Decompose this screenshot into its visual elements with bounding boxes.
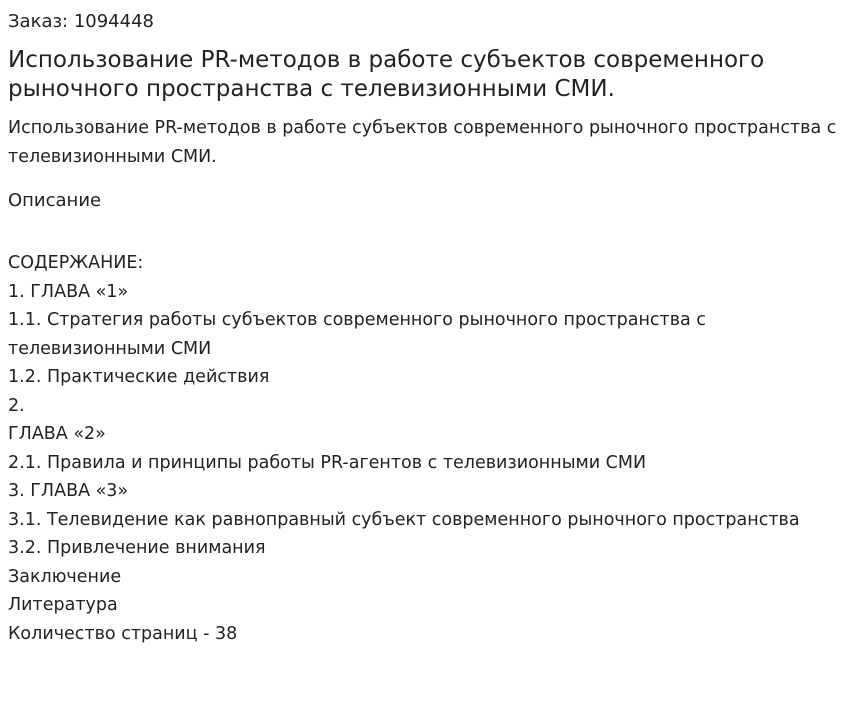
- toc-item: 2.: [8, 395, 25, 416]
- page-subtitle: Использование PR-методов в работе субъектов современного рыночного пространства с телевизионными СМИ.: [8, 118, 837, 167]
- toc-item: Литература: [8, 595, 118, 615]
- toc-item: 1. ГЛАВА «1»: [8, 281, 129, 302]
- toc-item: 3.1. Телевидение как равноправный субъект современного рыночного пространства: [8, 509, 800, 530]
- toc-item: 1.2. Практические действия: [8, 367, 270, 387]
- description-label: Описание: [8, 190, 102, 211]
- toc-item: 1.1. Стратегия работы субъектов современного рыночного пространства с телевизионными СМИ: [8, 310, 706, 359]
- page-count: Количество страниц - 38: [8, 623, 238, 644]
- order-number: Заказ: 1094448: [8, 11, 154, 32]
- table-of-contents: [8, 249, 839, 648]
- toc-item: 3.2. Привлечение внимания: [8, 538, 266, 558]
- toc-item: 2.1. Правила и принципы работы PR-агентов с телевизионными СМИ: [8, 452, 647, 473]
- toc-item: 3. ГЛАВА «3»: [8, 481, 129, 501]
- toc-item: Заключение: [8, 566, 122, 587]
- page-title: Использование PR-методов в работе субъектов современного рыночного пространства с телевизионными СМИ.: [8, 47, 765, 102]
- toc-item: ГЛАВА «2»: [8, 424, 106, 444]
- toc-heading: СОДЕРЖАНИЕ:: [8, 253, 144, 273]
